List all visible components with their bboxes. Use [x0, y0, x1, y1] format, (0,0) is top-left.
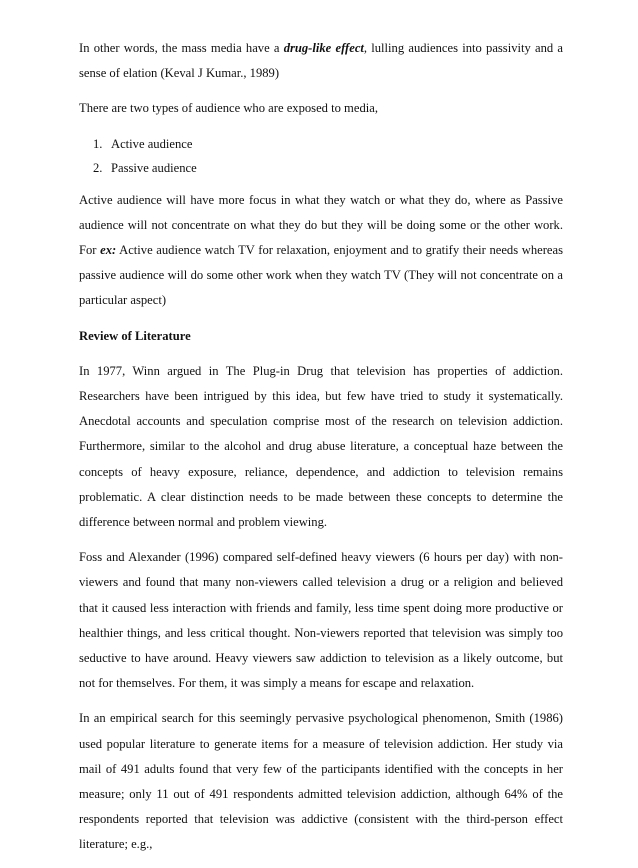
paragraph-smith: In an empirical search for this seemingly pervasive psychological phenomenon, Smith (1986) used popular literature to generate items for a measure of television addiction. Her study via mail of 491 adults found that very few of the participants identified with the concepts in her measure; only 11 out of 491 respondents admitted television addiction, although 64% of the respondents reported that television was addictive (consistent with the third-person effect literature; e.g.,: [79, 711, 563, 852]
paragraph-winn: In 1977, Winn argued in The Plug-in Drug that television has properties of addiction. Researchers have been intrigued by this idea, but few have tried to study it systematically. Anecdotal accounts and speculation comprise most of the research on television addiction. Furthermore, similar to the alcohol and drug abuse literature, a conceptual haze between the concepts of heavy exposure, reliance, dependence, and addiction to television remains problematic. A clear distinction needs to be made between these concepts to determine the difference between normal and problem viewing.: [79, 363, 563, 530]
paragraph-drug-like-effect: In other words, the mass media have a drug-like effect, lulling audiences into passivity and a sense of elation (Keval J Kumar., 1989): [79, 41, 563, 81]
paragraph-audience-types: There are two types of audience who are exposed to media,: [79, 101, 378, 116]
document-page: [79, 36, 563, 868]
section-heading: Review of Literature: [79, 328, 191, 343]
emphasis-drug-like-effect: drug-like effect: [283, 41, 364, 55]
paragraph-foss-alexander: Foss and Alexander (1996) compared self-defined heavy viewers (6 hours per day) with non-viewers and found that many non-viewers called television a drug or a religion and believed that it caused less interaction with friends and family, less time spent doing more productive or healthier things, and less critical thought. Non-viewers reported that television was simply too seductive to have around. Heavy viewers saw addiction to television as a likely outcome, but not for themselves. For them, it was simply a means for escape and relaxation.: [79, 550, 563, 691]
paragraph-active-passive: Active audience will have more focus in what they watch or what they do, where as Passive audience will not concentrate on what they do but they will be doing some or the other work. For ex: Active audience watch TV for relaxation, enjoyment and to gratify their needs whereas passive audience will do some other work when they watch TV (They will not concentrate on a particular aspect): [79, 192, 563, 308]
audience-list: [79, 132, 563, 180]
list-item: 1. Active audience: [93, 136, 193, 151]
list-item: 2. Passive audience: [93, 160, 197, 175]
emphasis-ex: ex:: [100, 243, 117, 258]
